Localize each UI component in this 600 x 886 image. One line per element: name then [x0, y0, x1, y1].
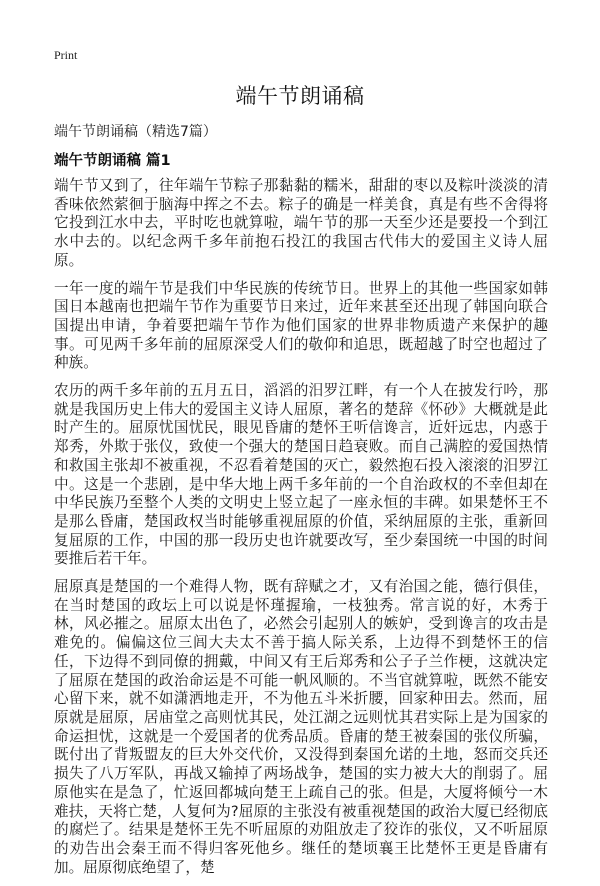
document-subtitle: 端午节朗诵稿（精选7篇） — [54, 124, 217, 140]
section-heading: 端午节朗诵稿 篇1 — [54, 153, 171, 169]
paragraph: 一年一度的端午节是我们中华民族的传统节日。世界上的其他一些国家如韩国日本越南也把端午节作为重要节日来过，近年来甚至还出现了韩国向联合国提出申请，争着要把端午节作为他们国家的世界非物质遗产来保护的趣事。可见两千多年前的屈原深受人们的敬仰和追思，既超越了时空也超过了种族。 — [54, 279, 548, 372]
paragraph: 屈原真是楚国的一个难得人物，既有辞赋之才，又有治国之能，德行俱佳，在当时楚国的政坛上可以说是怀瑾握瑜，一枝独秀。常言说的好，木秀于林，风必摧之。屈原太出色了，必然会引起别人的嫉妒，受到谗言的攻击是难免的。偏偏这位三闾大夫太不善于搞人际关系，上边得不到楚怀王的信任，下边得不到同僚的拥戴，中间又有王后郑秀和公子子兰作梗，这就决定了屈原在楚国的政治命运是不可能一帆风顺的。不当官就算啦，既然不能安心留下来，就不如潇洒地走开，不为他五斗米折腰，回家种田去。然而，屈原就是屈原，居庙堂之高则忧其民，处江湖之远则忧其君实际上是为国家的命运担忧，这就是一个爱国者的优秀品质。昏庸的楚王被秦国的张仪所骗，既付出了背叛盟友的巨大外交代价，又没得到秦国允诺的土地，怒而交兵还损失了八万军队，再战又输掉了两场战争，楚国的实力被大大的削弱了。屈原他实在是急了，忙返回都城向楚王上疏自己的张。但是，大厦将倾兮一木难扶，天将亡楚，人复何为?屈原的主张没有被重视楚国的政治大厦已经彻底的腐烂了。结果是楚怀王先不听屈原的劝阻放走了狡诈的张仪，又不听屈原的劝告出会秦王而不得归客死他乡。继任的楚顷襄王比楚怀王更是昏庸有加。屈原彻底绝望了，楚 — [54, 578, 548, 876]
paragraph: 端午节又到了，往年端午节粽子那黏黏的糯米，甜甜的枣以及粽叶淡淡的清香味依然萦徊于脑海中挥之不去。粽子的确是一样美食，真是有些不舍得将它投到江水中去，平时吃也就算啦，端午节的那一天至少还是要投一个到江水中去的。以纪念两千多年前抱石投江的我国古代伟大的爱国主义诗人屈原。 — [54, 177, 548, 269]
paragraph: 农历的两千多年前的五月五日，滔滔的汨罗江畔，有一个人在披发行吟，那就是我国历史上伟大的爱国主义诗人屈原，著名的楚辞《怀砂》大概就是此时产生的。屈原忧国忧民，眼见昏庸的楚怀王听信谗言，近奸远忠，内惑于郑秀，外欺于张仪，致使一个强大的楚国日趋衰败。而自己满腔的爱国热情和救国主张却不被重视，不忍看着楚国的灭亡，毅然抱石投入滚滚的汨罗江中。这是一个悲剧，是中华大地上两千多年前的一个自治政权的不幸但却在中华民族乃至整个人类的文明史上竖立起了一座永恒的丰碑。如果楚怀王不是那么昏庸，楚国政权当时能够重视屈原的价值，采纳屈原的主张，重新回复屈原的工作，中国的那一段历史也许就要改写，至少秦国统一中国的时间要推后若干年。 — [54, 382, 548, 568]
print-label: Print — [54, 48, 78, 62]
section-body — [54, 177, 548, 886]
page-title: 端午节朗诵稿 — [235, 84, 365, 108]
